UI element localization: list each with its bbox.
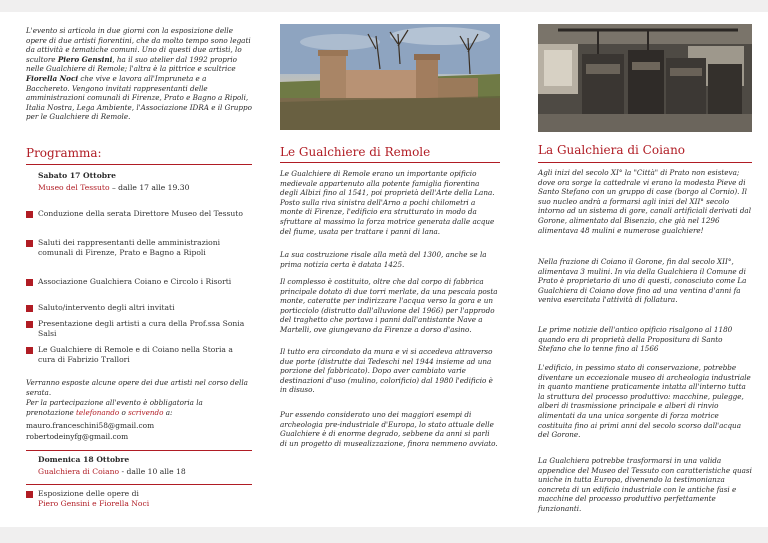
program-item: Saluto/intervento degli altri invitati xyxy=(38,303,175,312)
day1-time: – dalle 17 alle 19.30 xyxy=(111,183,190,192)
booking-post: a: xyxy=(165,407,173,417)
coiano-heading: La Gualchiera di Coiano xyxy=(538,143,686,157)
day2-venue-line xyxy=(38,467,186,476)
brochure-page xyxy=(14,12,754,527)
bullet-square xyxy=(26,240,33,247)
booking-phone-link[interactable]: telefonando xyxy=(76,407,120,417)
email-2[interactable]: robertodeinyfg@gmail.com xyxy=(26,432,129,441)
coiano-divider xyxy=(538,162,752,163)
remole-paragraph-4: Il tutto era circondato da mura e vi si accedeva attraverso due porte (distrutte dai Tedeschi nel 1944 insieme ad una porzione del fabbricato). Dopo aver cambiato varie destinazioni d'uso (mulino, colorificio) dal 1980 l'edificio è in disuso. xyxy=(280,347,493,395)
intro-text-3: che vive e lavora all'Impruneta e a Baccheretо. xyxy=(26,73,207,93)
remole-paragraph-5: Pur essendo considerato uno dei maggiori esempi di archeologia pre-industriale d'Europa, lo stato attuale delle Gualchiere è di enorme degrado, sebbene da anni si parli di un progetto di musealizzazione, finora nemmeno avviato. xyxy=(280,410,498,448)
day1-date: Sabato 17 Ottobre xyxy=(38,171,116,180)
intro-text-2: , ha il suo atelier dal 1992 proprio nelle Gualchiere di Remole; l'altra è la pittrice e scultrice xyxy=(26,54,237,74)
program-item: Associazione Gualchiera Coiano e Circolo i Risorti xyxy=(38,277,232,286)
program-item: Conduzione della serata Direttore Museo del Tessuto xyxy=(38,209,243,218)
bullet-square xyxy=(26,347,33,354)
day2-venue: Gualchiera di Coiano xyxy=(38,467,120,476)
email-1[interactable]: mauro.franceschini58@gmail.com xyxy=(26,421,155,430)
bottom-band xyxy=(0,527,768,543)
coiano-photo-drawing xyxy=(538,24,752,132)
remole-paragraph-1: Le Gualchiere di Remole erano un importante opificio medievale appartenuto alla potente famiglia fiorentina degli Albizi fino al 1541, poi proprietà dell'Arte della Lana. Posto sulla riva sinistra dell'Arno a pochi chilometri a monte di Firenze, l'edificio era strutturato in modo da sfruttare al massimo la forza motrice generata dalle acque del fiume, usata per trattare i panni di lana. xyxy=(280,169,495,236)
day2-item-pre: Esposizione delle opere di xyxy=(38,489,139,498)
program-note: Verranno esposte alcune opere dei due artisti nel corso della serata. xyxy=(26,378,248,397)
bullet-square xyxy=(26,279,33,286)
coiano-paragraph-1: Agli inizi del secolo XI° la "Città" di Prato non esisteva; dove ora sorge la cattedrale vi erano la modesta Pieve di Santo Stefano con un gruppo di case (borgo al Cornio). Il suo nucleo andrà a formarsi agli inizi del XII° secolo intorno ad un sistema di gore, canali artificiali derivati dal Gorone, alimentato dal Bisenzio, che già nel 1296 alimentava 48 mulini e numerose gualchiere! xyxy=(538,168,751,235)
coiano-paragraph-5: La Gualchiera potrebbe trasformarsi in una valida appendice del Museo del Tessuto con caratteristiche quasi uniche in tutta Europa, divenendo la testimonianza concreta di un edificio industriale con le antiche fasi e macchine del processo produttivo perfettamente funzionanti. xyxy=(538,456,752,513)
program-item: Presentazione degli artisti a cura della Prof.ssa Sonia Salsi xyxy=(38,319,245,339)
booking-mid: o xyxy=(121,407,126,417)
booking-write-link[interactable]: scrivendo xyxy=(128,407,164,417)
remole-photo-drawing xyxy=(280,24,500,130)
program-heading: Programma: xyxy=(26,146,102,160)
bullet-square xyxy=(26,211,33,218)
coiano-paragraph-2: Nella frazione di Coiano il Gorone, fin dal secolo XII°, alimentava 3 mulini. In via della Gualchiera il Comune di Prato è proprietario di uno di questi, conosciuto come La Gualchiera di Coiano dove fino ad una ventina d'anni fa veniva esercitata l'attività di follatura. xyxy=(538,257,747,305)
program-divider xyxy=(26,164,252,165)
remole-heading: Le Gualchiere di Remole xyxy=(280,145,431,159)
program-item-day2 xyxy=(38,489,248,509)
remole-divider xyxy=(280,162,500,163)
intro-text-4: Vengono invitati rappresentanti delle amministrazioni comunali di Firenze, Prato e Bagno a Ripoli, Italia Nostra, Lega Ambiente, l'Associazione IDRA e il Gruppo per le Gualchiere di Remole. xyxy=(26,83,252,122)
remole-paragraph-3: Il complesso è costituito, oltre che dal corpo di fabbrica principale dotato di due torri merlate, da una pescaia posta monte, cateratte per indirizzare l'acqua verso la gora e un porticciolo (distrutto dall'alluvione del 1966) per l'approdo del traghetto che portava i panni dall'antistante Nave a Martelli, ove giungevano da Firenze a dorso d'asino. xyxy=(280,277,498,334)
top-band xyxy=(0,0,768,12)
bullet-square xyxy=(26,321,33,328)
coiano-paragraph-4: L'edificio, in pessimo stato di conservazione, potrebbe diventare un eccezionale museo di archeologia industriale in quanto mantiene praticamente intatta all'interno tutta la struttura del processo produttivo: macchine, pulegge, alberi di trasmissione principale e alberi di rinvio alimentati da una unica sorgente di forza motrice costituita fino ai primi anni del secolo scorso dall'acqua del Gorone. xyxy=(538,363,751,440)
intro-text-1: L'evento si articola in due giorni con la esposizione delle opere di due artisti fiorentini, che da molto tempo sono legati da attività e tematiche comuni. Uno di questi due artisti, lo scultore xyxy=(26,26,251,64)
artist-name-gensini: Piero Gensini xyxy=(57,54,113,64)
day1-venue-line xyxy=(38,183,189,192)
remole-photo xyxy=(280,24,500,130)
coiano-paragraph-3: Le prime notizie dell'antico opificio risalgono al 1180 quando era di proprietà della Propositura di Santo Stefano che lo tenne fino al 1566 xyxy=(538,325,733,354)
coiano-photo xyxy=(538,24,752,132)
booking-pre: Per la partecipazione all'evento è obbligatoria la prenotazione xyxy=(26,398,203,417)
bullet-square xyxy=(26,305,33,312)
bullet-square xyxy=(26,491,33,498)
remole-paragraph-2: La sua costruzione risale alla metà del 1300, anche se la prima notizia certa è datata 1425. xyxy=(280,250,487,269)
intro-paragraph xyxy=(26,26,252,122)
booking-text xyxy=(26,398,252,417)
day2-item-names: Piero Gensini e Fiorella Noci xyxy=(38,499,150,509)
program-item: Le Gualchiere di Remole e di Coiano nella Storia a cura di Fabrizio Trallori xyxy=(38,345,233,365)
day2-date: Domenica 18 Ottobre xyxy=(38,455,130,464)
program-item: Saluti dei rappresentanti delle amministrazioni comunali di Firenze, Prato e Bagno a Ripoli xyxy=(38,238,221,258)
day2-divider xyxy=(26,450,252,451)
artist-name-noci: Fiorella Noci xyxy=(26,73,79,83)
day2-time: - dalle 10 alle 18 xyxy=(121,467,186,476)
day2-divider-2 xyxy=(26,484,252,485)
day1-venue: Museo del Tessuto xyxy=(38,183,110,192)
